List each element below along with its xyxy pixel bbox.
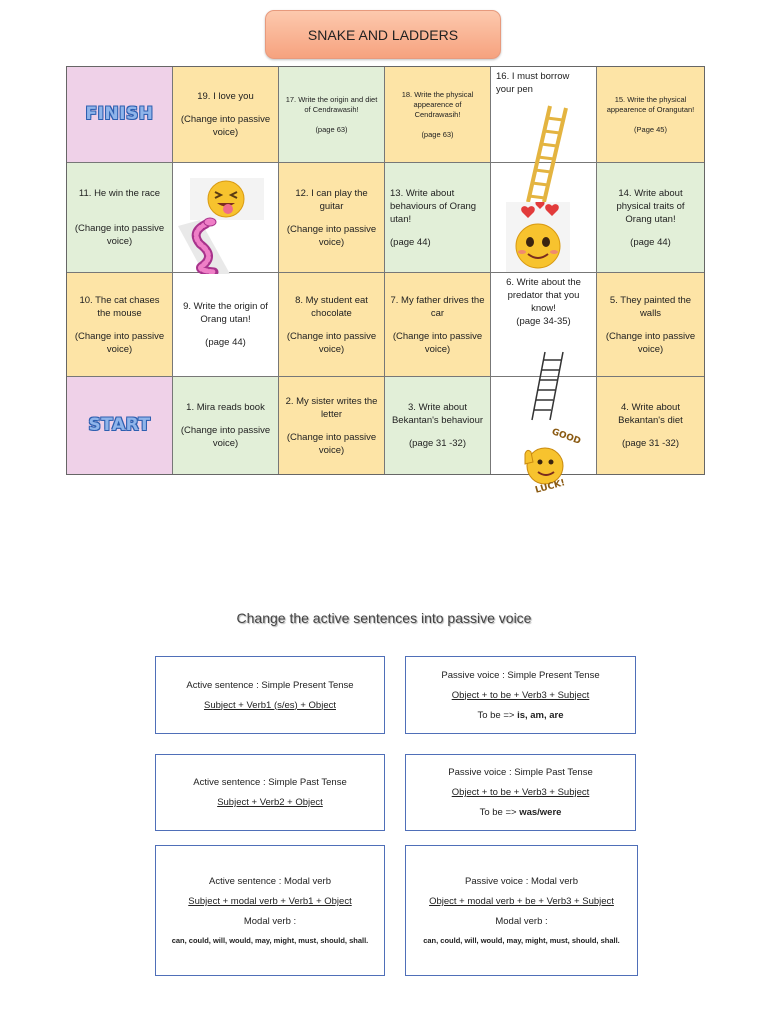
love-emoji-icon	[506, 202, 570, 272]
finish-label: FINISH	[85, 104, 154, 124]
cell-text: 17. Write the origin and diet of Cendrawasih!	[285, 94, 378, 114]
cell-3	[385, 377, 491, 474]
cell-text: 4. Write about Bekantan's diet	[618, 402, 683, 426]
cell-text: 8. My student eat chocolate	[295, 294, 368, 319]
active-modal-box	[155, 845, 385, 976]
good-text: GOOD	[550, 427, 582, 447]
cell-14	[597, 163, 704, 273]
cell-instruction: (page 63)	[315, 124, 348, 134]
tobe-prefix: To be =>	[479, 807, 520, 818]
cell-instruction: (Page 45)	[634, 124, 667, 134]
cell-2	[279, 377, 385, 474]
cell-instruction: (page 31 -32)	[408, 438, 467, 449]
cell-text: 14. Write about physical traits of Orang utan!	[616, 187, 685, 225]
cell-text: 16. I must borrow your pen	[496, 71, 570, 95]
cell-instruction: (Change into passive voice)	[286, 431, 377, 456]
passive-present-box	[405, 656, 636, 734]
cell-instruction: (page 44)	[205, 337, 246, 348]
cell-text: 9. Write the origin of Orang utan!	[183, 301, 268, 325]
cell-19	[173, 67, 279, 163]
active-past-box	[155, 754, 385, 831]
tobe-line	[477, 710, 563, 721]
cell-start	[67, 377, 173, 474]
cell-11	[67, 163, 173, 273]
box-formula: Subject + modal verb + Verb1 + Object	[188, 896, 352, 907]
passive-modal-box	[405, 845, 638, 976]
box-formula: Object + modal verb + be + Verb3 + Subject	[429, 896, 614, 907]
cell-13	[385, 163, 491, 273]
page-title: SNAKE AND LADDERS	[265, 10, 501, 59]
cell-instruction: (Change into passive voice)	[180, 114, 271, 138]
game-board	[66, 66, 705, 475]
cell-4	[597, 377, 704, 474]
ladder-icon	[522, 104, 572, 204]
box-title: Active sentence : Simple Past Tense	[193, 777, 347, 788]
tobe-values: was/were	[519, 807, 562, 818]
cell-text: 19. I love you	[197, 91, 254, 102]
start-label: START	[88, 415, 151, 435]
modal-list: can, could, will, would, may, might, must, should, shall.	[423, 936, 620, 945]
luck-text: LUCK!	[534, 478, 567, 496]
modal-label: Modal verb :	[495, 916, 548, 927]
cell-text: 13. Write about behaviours of Orang utan!	[390, 187, 477, 225]
cell-instruction: (Change into passive voice)	[392, 330, 483, 355]
snake-icon	[176, 210, 256, 274]
cell-17	[279, 67, 385, 163]
cell-5	[597, 273, 704, 377]
box-formula: Object + to be + Verb3 + Subject	[451, 689, 590, 701]
box-title: Active sentence : Modal verb	[209, 876, 331, 887]
cell-instruction: (Change into passive voice)	[74, 330, 165, 355]
tobe-prefix: To be =>	[477, 709, 518, 721]
cell-1	[173, 377, 279, 474]
cell-instruction: (page 44)	[390, 236, 431, 248]
good-luck-sticker	[515, 427, 587, 502]
cell-8	[279, 273, 385, 377]
tobe-line	[480, 807, 562, 818]
tobe-values: is, am, are	[517, 709, 564, 721]
cell-text: 2. My sister writes the letter	[285, 395, 378, 420]
modal-list: can, could, will, would, may, might, must, should, shall.	[171, 936, 369, 945]
ladder-outline-icon	[528, 350, 568, 422]
box-title: Active sentence : Simple Present Tense	[186, 679, 354, 691]
cell-instruction: (Change into passive voice)	[605, 330, 696, 355]
cell-text: 18. Write the physical appearence of Cendrawasih!	[401, 89, 474, 119]
cell-18	[385, 67, 491, 163]
cell-text: 3. Write about Bekantan's behaviour	[391, 402, 484, 426]
cell-text: 5. They painted the walls	[609, 294, 692, 319]
cell-instruction: (Change into passive voice)	[74, 223, 165, 247]
cell-12	[279, 163, 385, 273]
cell-7	[385, 273, 491, 377]
cell-finish	[67, 67, 173, 163]
cell-text: 11. He win the race	[78, 188, 161, 199]
instruction-heading: Change the active sentences into passive voice	[236, 610, 532, 626]
cell-15	[597, 67, 704, 163]
cell-text: 7. My father drives the car	[390, 294, 485, 319]
box-formula: Subject + Verb1 (s/es) + Object	[203, 699, 336, 711]
active-present-box	[155, 656, 385, 734]
cell-instruction: (Change into passive voice)	[286, 330, 377, 355]
cell-text: 6. Write about the predator that you know!	[506, 277, 581, 314]
cell-instruction: (page 44)	[630, 236, 671, 248]
cell-text: 10. The cat chases the mouse	[79, 294, 160, 319]
cell-instruction: (page 34-35)	[516, 316, 571, 327]
modal-label: Modal verb :	[243, 916, 297, 927]
cell-instruction: (Change into passive voice)	[180, 425, 271, 449]
cell-10	[67, 273, 173, 377]
cell-instruction: (Change into passive voice)	[286, 223, 377, 248]
box-formula: Subject + Verb2 + Object	[217, 797, 323, 808]
box-title: Passive voice : Simple Present Tense	[441, 669, 600, 681]
cell-instruction: (page 63)	[421, 129, 454, 139]
cell-9	[173, 273, 279, 377]
cell-text: 1. Mira reads book	[186, 402, 265, 413]
passive-past-box	[405, 754, 636, 831]
cell-text: 15. Write the physical appearence of Orangutan!	[606, 94, 695, 114]
box-title: Passive voice : Simple Past Tense	[448, 767, 593, 778]
cell-text: 12. I can play the guitar	[295, 187, 368, 212]
box-formula: Object + to be + Verb3 + Subject	[451, 787, 590, 798]
box-title: Passive voice : Modal verb	[465, 876, 578, 887]
cell-instruction: (page 31 -32)	[621, 438, 680, 449]
